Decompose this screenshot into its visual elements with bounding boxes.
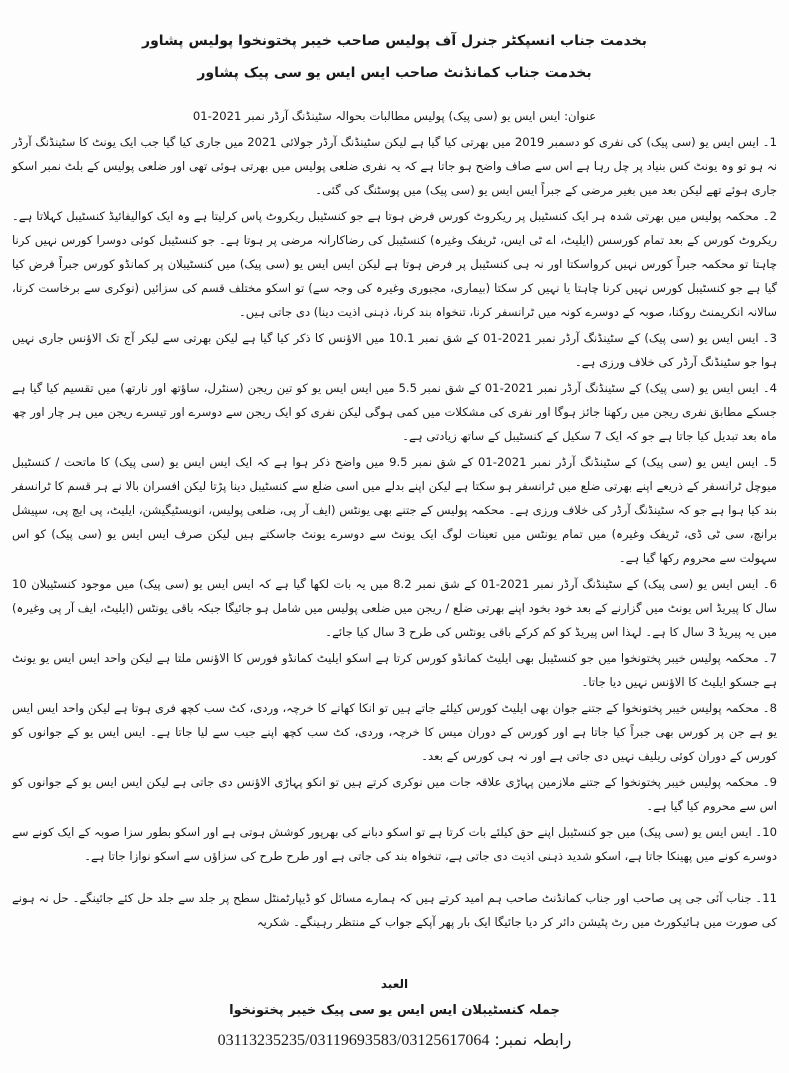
paragraph-5: 5۔ ایس ایس یو (سی پیک) کے سٹینڈنگ آرڈر نمبر 2021-01 کے شق نمبر 9.5 میں واضح ذکر ہوا ہے کہ ایک ایس ایس یو (سی پیک) کا ماتحت / کنسٹیبل میوچل ٹرانسفر کے ذریعے اپنے بھرتی ضلع میں ٹرانسفر ہو سکتا ہے لیکن اپنے بدلے میں اسی ضلع سے کنسٹیبل دینا پڑتا لیکن افسران بالا نے ہر قسم کا ٹرانسفر بند کیا ہوا ہے جو کہ سٹینڈنگ آرڈر کی خلاف ورزی ہے۔ محکمہ پولیس کے جتنے بھی یونٹس (ایف آر پی، ضلعی پولیس، انویسٹیگیشن، ایلیٹ، پی ایچ پی، سپیشل برانچ، سی ٹی ڈی، ٹریفک وغیرہ) میں تمام یونٹس میں تعینات لوگ ایک یونٹ سے دوسرے یونٹ جاسکتے ہیں لیکن صرف ایس ایس یو (سی پیک) کو اس سہولت سے محروم رکھا گیا ہے۔ xyxy=(12,455,777,565)
paragraph-11: 11۔ جناب آئی جی پی صاحب اور جناب کمانڈنٹ صاحب ہم امید کرتے ہیں کہ ہمارے مسائل کو ڈیپارٹمنٹل سطح پر جلد سے جلد حل کئے جائینگے۔ حل نہ ہونے کی صورت میں ہائیکورٹ میں رٹ پٹیشن دائر کر دیا جائیگا ایک بار پھر آپکے جواب کے منتظر رہینگے۔ شکریہ xyxy=(12,891,777,929)
paragraph-1: 1۔ ایس ایس یو (سی پیک) کی نفری کو دسمبر 2019 میں بھرتی کیا گیا ہے لیکن سٹینڈنگ آرڈر جولائی 2021 میں جاری کیا گیا جب ایک یونٹ کا سٹینڈنگ آرڈر نہ ہو تو وہ یونٹ کس بنیاد پر چل رہا ہے اس سے صاف واضح ہو جاتا ہے کہ یہ نفری ضلعی پولیس میں بھرتی ہوئی تھی اور ضلعی پولیس کے بلٹ نمبر اسکو جاری ہوئے تھے لیکن بعد میں بغیر مرضی کے جبراً ایس ایس یو (سی پیک) میں پوسٹنگ کی گئی۔ xyxy=(12,135,777,197)
paragraph-8: 8۔ محکمہ پولیس خیبر پختونخوا کے جتنے جوان بھی ایلیٹ کورس کیلئے جاتے ہیں تو انکا کھانے کا خرچہ، وردی، کٹ سب کچھ فری ہوتا ہے لیکن واحد ایس ایس یو ہے جن پر کورس بھی جبراً کیا جاتا ہے اور کورس کے دوران میس کا خرچہ، وردی، کٹ سب کچھ اپنے جیب سے لیا جاتا ہے۔ ایس ایس یو کے جوانوں کو کورس کے دوران کوئی ریلیف نہیں دی جاتی ہے اور نہ ہی کورس کے بعد۔ xyxy=(12,701,777,763)
paragraph-9: 9۔ محکمہ پولیس خیبر پختونخوا کے جتنے ملازمین پہاڑی علاقہ جات میں نوکری کرتے ہیں تو انکو پہاڑی الاؤنس دی جاتی ہے لیکن ایس ایس یو کے جوانوں کو اس سے محروم کیا گیا ہے۔ xyxy=(12,775,777,813)
subject-line: عنوان: ایس ایس یو (سی پیک) پولیس مطالبات بحوالہ سٹینڈنگ آرڈر نمبر 2021-01 xyxy=(192,109,597,123)
closing: العبد xyxy=(380,977,409,991)
addressee-line-2: بخدمت جناب کمانڈنٹ صاحب ایس ایس یو سی پیک پشاور xyxy=(197,65,592,81)
paragraph-2: 2۔ محکمہ پولیس میں بھرتی شدہ ہر ایک کنسٹیبل پر ریکروٹ کورس فرض ہوتا ہے جو کنسٹیبل ریکروٹ پاس کرلیتا ہے وہ ایک کوالیفائیڈ کنسٹیبل کہلاتا ہے۔ ریکروٹ کورس کے بعد تمام کورسس (ایلیٹ، اے ٹی ایس، ٹریفک وغیرہ) کنسٹیبل کی رضاکارانہ مرضی پر ہوتا ہے۔ جو کنسٹیبل کوئی دوسرا کورس نہیں کرنا چاہتا تو محکمہ جبراً کورس نہیں کرواسکتا اور نہ ہی کنسٹیبل پر فرض ہوتا ہے لیکن ایس ایس یو (سی پیک) میں کنسٹیبلان پر کمانڈو کورس جبراً فرض کیا گیا ہے جو کنسٹیبل کورس نہیں کرنا چاہتا یا نہیں کر سکتا (بیماری، مجبوری وغیرہ کی وجہ سے) تو اسکو مختلف قسم کی سزائیں (نوکری سے برخاست کرنا، سالانہ انکریمنٹ روکنا، صوبہ کے دوسرے کونہ میں ٹرانسفر کرنا، تنخواہ بند کرنا، ذہنی اذیت دینا) دی جاتی ہیں۔ xyxy=(12,209,777,319)
letter-body xyxy=(12,130,777,934)
signatory: جملہ کنسٹیبلان ایس ایس یو سی پیک خیبر پختونخوا xyxy=(229,1003,560,1018)
contact-label: رابطہ نمبر: xyxy=(494,1030,572,1049)
paragraph-3: 3۔ ایس ایس یو (سی پیک) کے سٹینڈنگ آرڈر نمبر 2021-01 کے شق نمبر 10.1 میں الاؤنس کا ذکر کیا گیا ہے لیکن بھرتی سے لیکر آج تک الاؤنس جاری نہیں ہوا جو سٹینڈنگ آرڈر کی خلاف ورزی ہے۔ xyxy=(12,331,777,369)
paragraph-4: 4۔ ایس ایس یو (سی پیک) کے سٹینڈنگ آرڈر نمبر 2021-01 کے شق نمبر 5.5 میں ایس ایس یو کو تین ریجن (سنٹرل، ساؤتھ اور نارتھ) میں تقسیم کیا گیا ہے جسکے مطابق نفری ریجن میں رکھنا جائز ہوگا اور نفری کی مشکلات میں کمی ہوگی لیکن نفری کو ایک ریجن سے دوسرے اور تیسرے ریجن میں ہر چار اور چھ ماہ بعد تبدیل کیا جاتا ہے جو کہ ایک 7 سکیل کے کنسٹیبل کے ساتھ زیادتی ہے۔ xyxy=(12,381,778,443)
paragraph-10: 10۔ ایس ایس یو (سی پیک) میں جو کنسٹیبل اپنے حق کیلئے بات کرتا ہے تو اسکو دبانے کی بھرپور کوشش ہوتی ہے اور اسکو بطور سزا صوبہ کے ایک کونے سے دوسرے کونے میں پھینکا جاتا ہے، اسکو شدید ذہنی اذیت دی جاتی ہے، تنخواہ بند کی جاتی ہے اور طرح طرح کی سزاؤں سے اسکو نوازا جاتا ہے۔ xyxy=(12,825,777,863)
paragraph-6: 6۔ ایس ایس یو (سی پیک) کے سٹینڈنگ آرڈر نمبر 2021-01 کے شق نمبر 8.2 میں یہ بات لکھا گیا ہے کہ ایس ایس یو (سی پیک) میں موجود کنسٹیبلان 10 سال کا پیریڈ اس یونٹ میں گزارنے کے بعد خود بخود اپنے بھرتی ضلع / ریجن میں ضلعی پولیس میں شامل ہو جائیگا جبکہ باقی یونٹس (ایلیٹ، ایف آر پی وغیرہ) میں یہ پیریڈ 3 سال کا ہے۔ لہذا اس پیریڈ کو کم کرکے باقی یونٹس کی طرح 3 سال کیا جائے۔ xyxy=(12,577,778,639)
paragraph-7: 7۔ محکمہ پولیس خیبر پختونخوا میں جو کنسٹیبل بھی ایلیٹ کمانڈو کورس کرتا ہے اسکو ایلیٹ کمانڈو فورس کا الاؤنس ملتا ہے لیکن واحد ایس ایس یو یونٹ ہے جسکو ایلیٹ کا الاؤنس نہیں دیا جاتا۔ xyxy=(12,651,777,689)
contact-line xyxy=(0,1028,789,1053)
contact-numbers: 03113235235/03119693583/03125617064 xyxy=(217,1032,490,1049)
addressee-line-1: بخدمت جناب انسپکٹر جنرل آف پولیس صاحب خیبر پختونخوا پولیس پشاور xyxy=(142,33,647,49)
